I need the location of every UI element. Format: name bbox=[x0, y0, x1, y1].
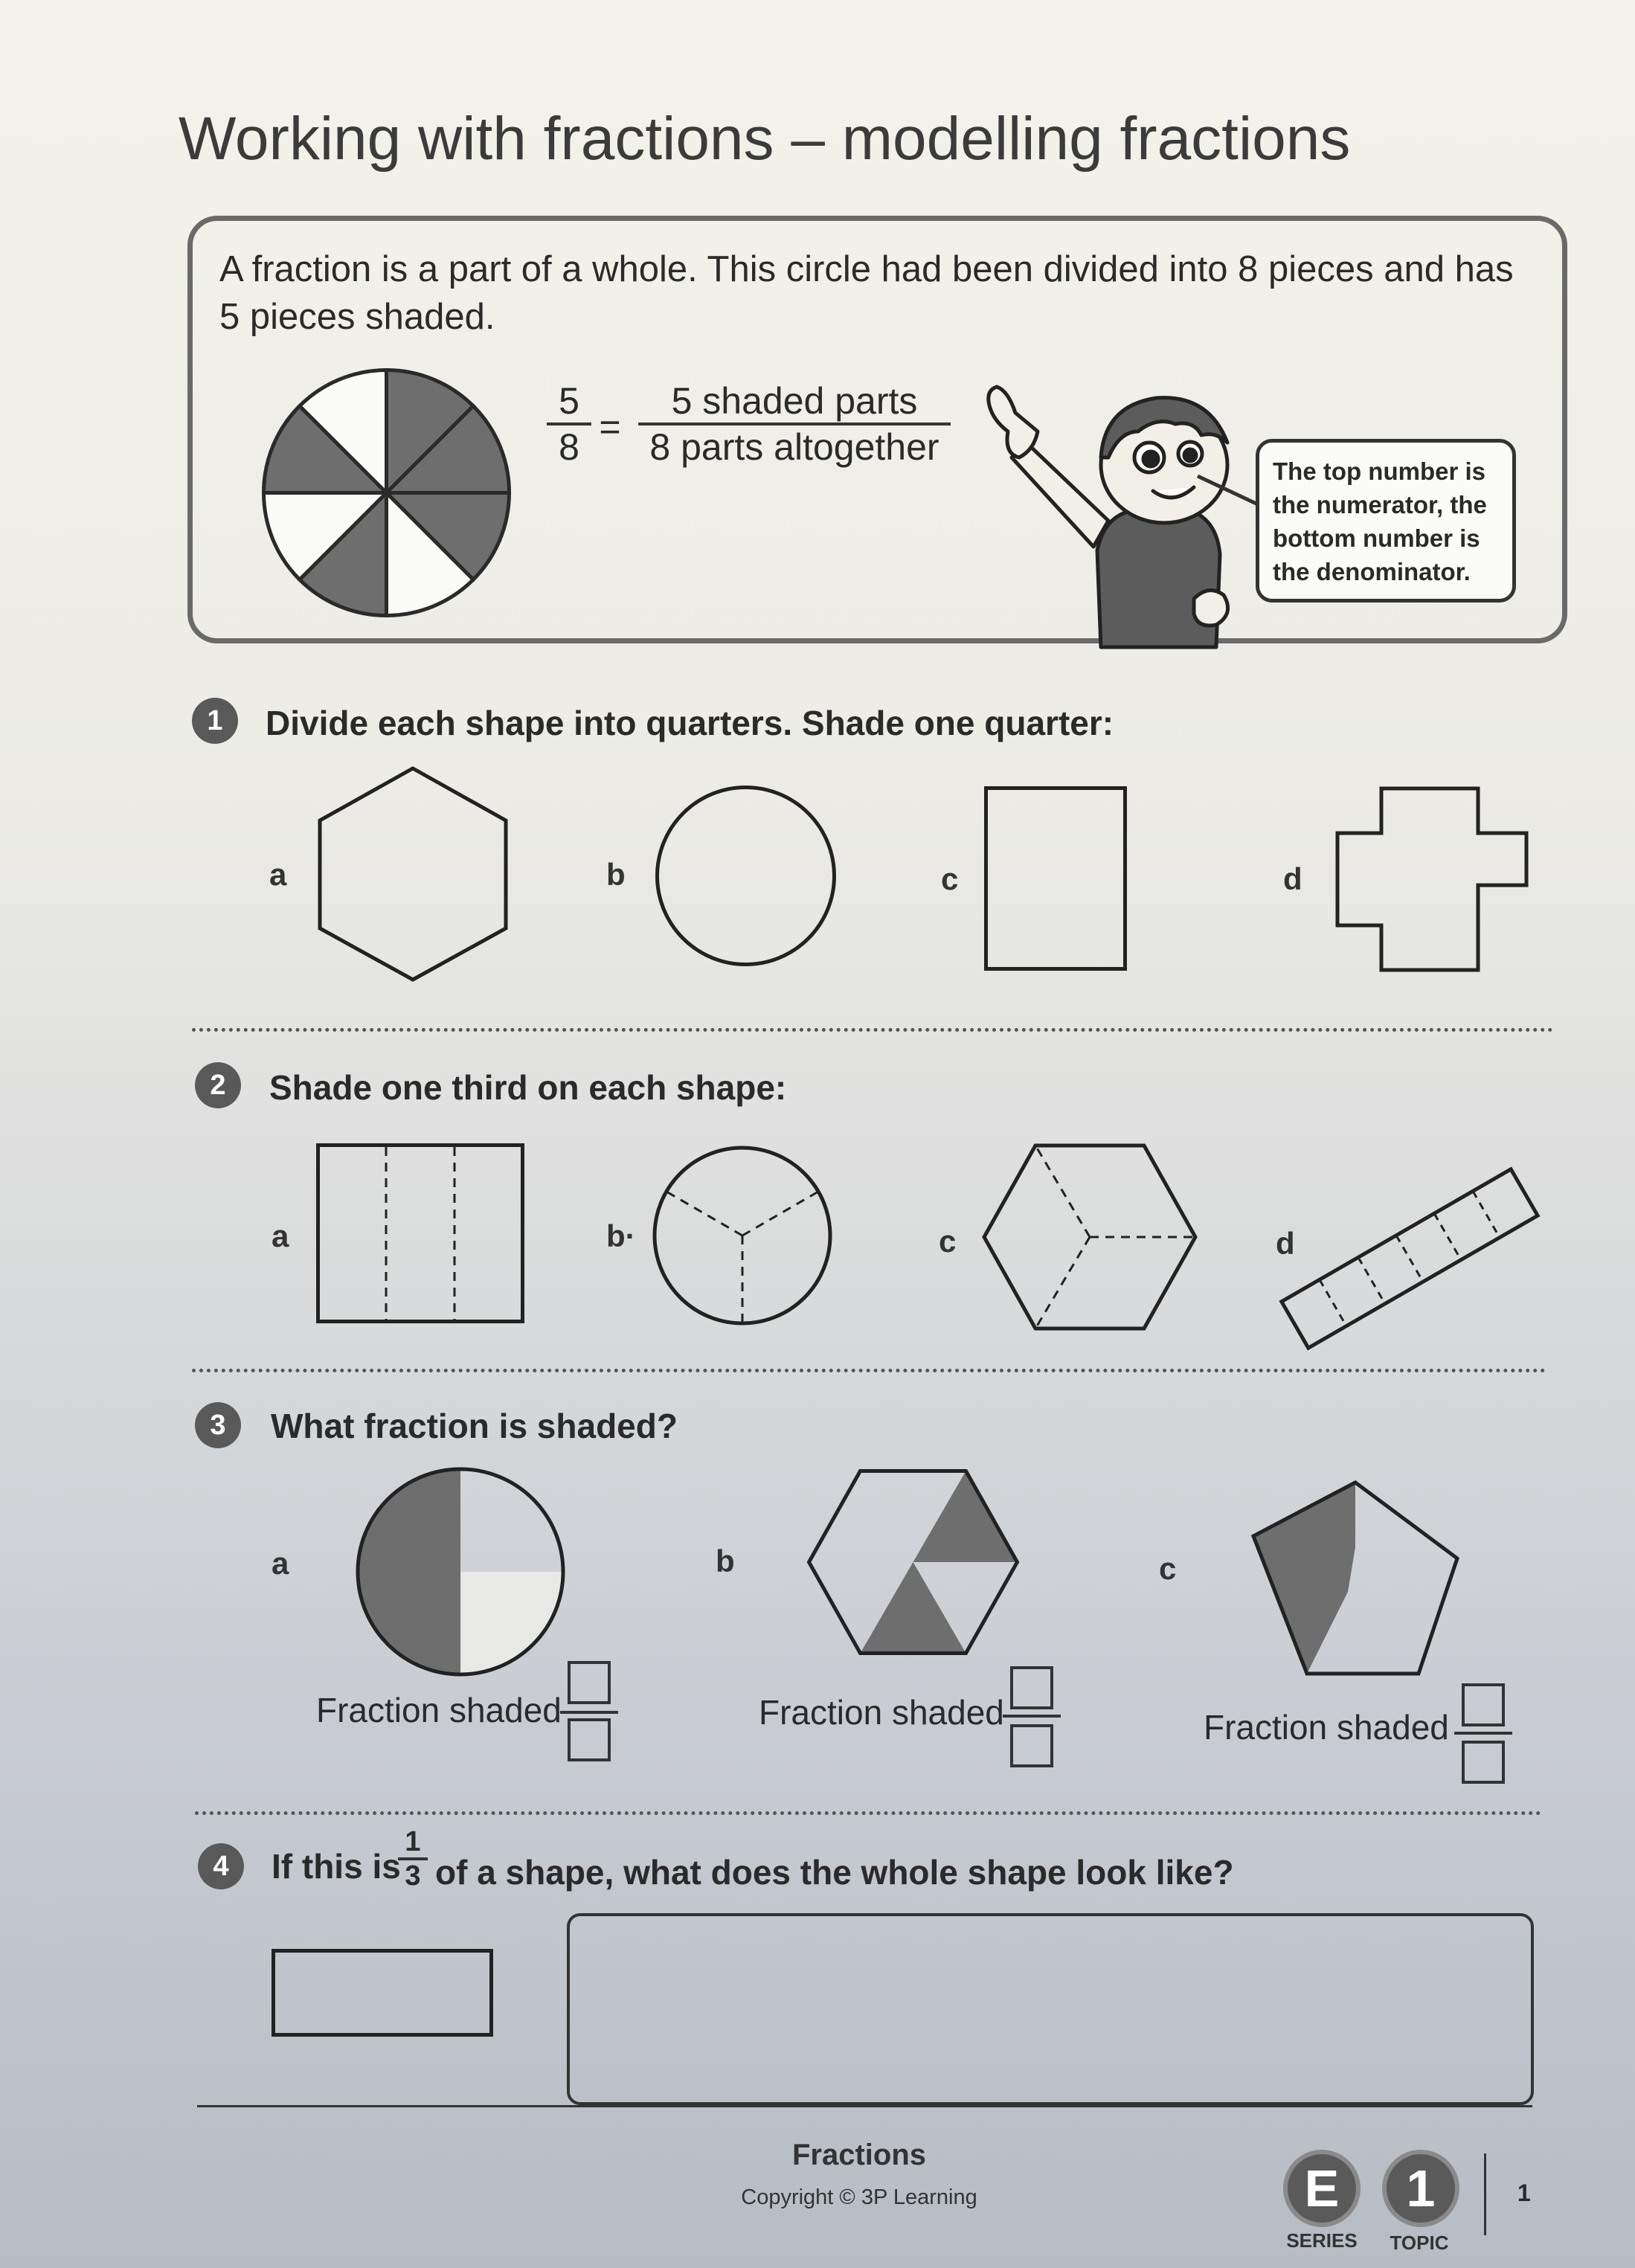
q3-pentagon-shaded bbox=[1251, 1480, 1459, 1677]
q2-strip-sixths[interactable] bbox=[1272, 1154, 1547, 1363]
q3a-answer-label: Fraction shaded bbox=[316, 1691, 562, 1729]
question-3-text: What fraction is shaded? bbox=[271, 1407, 678, 1445]
question-4-number: 4 bbox=[198, 1843, 244, 1889]
q1-circle[interactable] bbox=[655, 785, 837, 967]
word-numerator: 5 shaded parts bbox=[671, 380, 918, 422]
question-1-number: 1 bbox=[192, 698, 238, 744]
q4-frac-denominator: 3 bbox=[405, 1860, 421, 1892]
eighths-circle-diagram bbox=[262, 368, 511, 617]
q3c-fraction-bar bbox=[1454, 1732, 1512, 1735]
q3c-answer-label: Fraction shaded bbox=[1204, 1708, 1449, 1747]
intro-word-fraction bbox=[638, 379, 951, 469]
q1-rectangle[interactable] bbox=[984, 786, 1127, 971]
footer-title: Fractions bbox=[791, 2139, 927, 2171]
question-2-number: 2 bbox=[195, 1062, 241, 1108]
question-3-number: 3 bbox=[195, 1402, 241, 1448]
q1-label-a: a bbox=[269, 857, 287, 892]
page-title: Working with fractions – modelling fractions bbox=[179, 105, 1351, 173]
footer-copyright: Copyright © 3P Learning bbox=[741, 2185, 977, 2209]
word-denominator: 8 parts altogether bbox=[649, 426, 939, 468]
q4-answer-area[interactable] bbox=[567, 1913, 1534, 2105]
section-divider-3 bbox=[195, 1811, 1541, 1815]
q1-label-b: b bbox=[606, 857, 626, 892]
question-1-text: Divide each shape into quarters. Shade one quarter: bbox=[266, 704, 1114, 742]
q2-label-c: c bbox=[939, 1224, 957, 1259]
speech-bubble: The top number is the numerator, the bottom number is the denominator. bbox=[1256, 439, 1516, 603]
q1-hexagon[interactable] bbox=[316, 766, 510, 982]
q3-label-b: b bbox=[716, 1543, 735, 1578]
q3-circle-three-quarters bbox=[356, 1467, 565, 1677]
q2-hexagon-thirds[interactable] bbox=[982, 1143, 1198, 1331]
question-2-text: Shade one third on each shape: bbox=[269, 1068, 787, 1107]
q3c-denominator-box[interactable] bbox=[1462, 1741, 1505, 1784]
q3c-numerator-box[interactable] bbox=[1462, 1683, 1505, 1726]
fraction-denominator: 8 bbox=[559, 426, 579, 468]
q2-circle-thirds[interactable] bbox=[652, 1146, 832, 1326]
q3b-numerator-box[interactable] bbox=[1010, 1666, 1053, 1709]
q2-label-b: b· bbox=[606, 1218, 636, 1253]
q4-third-rectangle bbox=[272, 1949, 493, 2038]
q3a-numerator-box[interactable] bbox=[568, 1661, 611, 1704]
intro-text: A fraction is a part of a whole. This circle had been divided into 8 pieces and has 5 pieces shaded. bbox=[219, 249, 1514, 337]
q3b-denominator-box[interactable] bbox=[1010, 1724, 1053, 1767]
intro-fraction bbox=[547, 379, 591, 469]
section-divider-2 bbox=[192, 1369, 1546, 1372]
topic-label: TOPIC bbox=[1390, 2232, 1449, 2254]
series-badge: E bbox=[1283, 2150, 1361, 2227]
q1-label-c: c bbox=[941, 861, 959, 896]
q2-label-a: a bbox=[272, 1218, 289, 1253]
topic-badge: 1 bbox=[1382, 2150, 1459, 2227]
equals-sign: = bbox=[599, 406, 621, 448]
section-divider-1 bbox=[192, 1028, 1553, 1032]
page-number: 1 bbox=[1517, 2179, 1531, 2206]
question-4-fraction bbox=[398, 1826, 428, 1892]
q3-hexagon-two-sixths bbox=[807, 1469, 1019, 1655]
q3b-answer-label: Fraction shaded bbox=[759, 1693, 1004, 1732]
q3-label-c: c bbox=[1159, 1551, 1177, 1586]
q3-label-a: a bbox=[272, 1546, 289, 1581]
fraction-numerator: 5 bbox=[559, 380, 579, 422]
speech-bubble-tail bbox=[1198, 476, 1265, 528]
q3a-fraction-bar bbox=[560, 1711, 618, 1714]
q2-label-d: d bbox=[1276, 1226, 1295, 1261]
q4-frac-numerator: 1 bbox=[405, 1826, 421, 1857]
q2-rectangle-thirds[interactable] bbox=[316, 1143, 524, 1323]
q3b-fraction-bar bbox=[1003, 1715, 1061, 1718]
q1-cross-shape[interactable] bbox=[1335, 786, 1529, 972]
q3a-denominator-box[interactable] bbox=[568, 1718, 611, 1761]
q1-label-d: d bbox=[1283, 861, 1302, 896]
footer-separator bbox=[1484, 2153, 1486, 2235]
series-label: SERIES bbox=[1286, 2229, 1358, 2252]
footer-rule bbox=[197, 2105, 1532, 2107]
question-4-text-after: of a shape, what does the whole shape look like? bbox=[435, 1853, 1234, 1892]
question-4-text-before: If this is bbox=[272, 1847, 401, 1886]
